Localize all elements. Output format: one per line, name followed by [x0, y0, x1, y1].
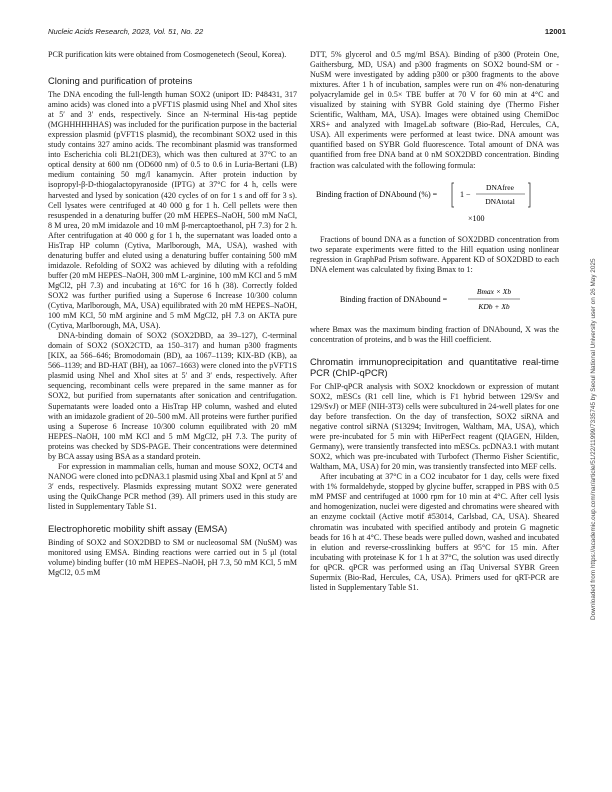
- equation-1-graphic: [310, 179, 559, 227]
- paragraph: PCR purification kits were obtained from Cosmogenetech (Seoul, Korea).: [48, 50, 287, 59]
- paragraph: The DNA encoding the full-length human SOX2 (uniport ID: P48431, 317 amino acids) was cloned into a pVFT1S plasmid using NheI and XhoI sites at 5′ and 3′ ends, respectively. Since an N-terminal His-tag peptide (MGHHHHHHAS) was included for the purification purpose in the bacterial expression plasmid (pVFT1S plasmid), the recombinant SOX2 used in this study contains 327 amino acids. The recombinant plasmid was transformed into Escherichia coli BL21(DE3), which was then cultured at 37°C to an optical density at 600 nm (OD600 nm) of 0.5 to 0.6 in Luria-Bertani (LB) medium containing 50 mg/l kanamycin. After protein induction by isopropyl-β-D-thiogalactopyranoside (IPTG) at 37°C for 4 h, cells were harvested and lysed by sonication (420 cycles of on for 1 s and off for 3 s). Cell lysates were centrifuged at 40 000 g for 1 h. Cell pellets were then resuspended in a denaturing buffer (20 mM HEPES–NaOH, 500 mM NaCl, 8 M urea, 20 mM imidazole and 10 mM β-mercaptoethanol, pH 7.3) for 2 h. After centrifugation at 40 000 g for 1 h, the supernatant was loaded onto a HisTrap HP column (Cytiva, Marlborough, MA, USA), washed with denaturing buffer and eluted using a denaturing buffer containing 500 mM imidazole. Refolding of SOX2 was achieved by diluting with a refolding buffer (20 mM HEPES–NaOH, 300 mM L-arginine, 100 mM KCl and 5 mM MgCl2, pH 7.3) and incubating at 16°C for 16 h (38). Correctly folded SOX2 was further purified using a Superose 6 Increase 10/300 column (Cytiva, Marlborough, MA, USA) equilibrated with 20 mM HEPES–NaOH, 100 mM KCl, 50 mM arginine and 5 mM MgCl2, pH 7.3 on AKTA pure (Cytiva, Marlborough, MA, USA).: [48, 90, 297, 331]
- paragraph: For expression in mammalian cells, human and mouse SOX2, OCT4 and NANOG were cloned into pcDNA3.1 plasmid using XbaI and KpnI at 5′ and 3′ ends, respectively. Plasmids expressing mutant SOX2 were generated using the QuikChange PCR method (39). All primers used in this study are listed in Supplementary Table S1.: [48, 461, 297, 511]
- paragraph: DTT, 5% glycerol and 0.5 mg/ml BSA). Binding of p300 (Protein One, Gaithersburg, MD, USA) and p300 fragments on SOX2 bound-SM or -NuSM were investigated by adding p300 or p300 fragments to the above mixtures. After 1 h of incubation, samples were run on 4% non-denaturing polyacrylamide gel in 0.5× TBE buffer at 70 V for 60 min at 4°C and visualized by staining with SYBR Gold staining dye (Thermo Fisher Scientific, Waltham, MA, USA). Images were obtained using ChemiDoc XRS+ and analyzed with ImageLab software (Bio-Rad, Hercules, CA, USA). All experiments were performed at least twice. DNA amount was quantified based on SYBR Gold fluorescence. Total amount of DNA was quantified from free DNA band at 0 nM SOX2DBD concentration. Binding fraction was calculated with the following formula:: [310, 50, 559, 170]
- paragraph: Binding of SOX2 and SOX2DBD to SM or nucleosomal SM (NuSM) was monitored using EMSA. Binding reactions were carried out in 5 μl (total volume) binding buffer (10 mM HEPES–NaOH, pH 7.3, 50 mM KCl, 5 mM MgCl2, 0.5 mM: [48, 538, 297, 578]
- page-header: [48, 27, 566, 39]
- eq1-times: ×100: [468, 213, 485, 223]
- section-heading-emsa: Electrophoretic mobility shift assay (EMSA): [48, 523, 228, 535]
- journal-citation: Nucleic Acids Research, 2023, Vol. 51, No. 22: [48, 27, 204, 36]
- paragraph: For ChIP-qPCR analysis with SOX2 knockdown or expression of mutant SOX2, mESCs (R1 cell line, which is F1 hybrid between 129/Sv and 129/SvJ) or MEF (NIH-3T3) cells were subcultured in 24-well plates for one day before transfection. On the day of transfection, SOX2 siRNA and negative control siRNA (S13294; Invitrogen, Waltham, MA, USA), which were pre-incubated for 5 min with HiPerFect reagent (QIAGEN, Hilden, Germany), were transiently transfected into mESCs. pcDNA3.1 with mutant SOX2, which was pre-incubated with Turbofect (Thermo Fisher Scientific, Waltham, MA, USA) for 20 min, was transiently transfected into MEF cells.: [310, 381, 559, 472]
- section-heading-chip: Chromatin immunoprecipitation and quantitative real-time PCR (ChIP-qPCR): [310, 355, 559, 378]
- eq2-lhs: Binding fraction of DNAbound =: [340, 294, 448, 304]
- eq1-lhs: Binding fraction of DNAbound (%) =: [316, 189, 438, 199]
- left-column: [48, 50, 297, 578]
- eq1-numerator: DNAfree: [486, 182, 514, 192]
- download-notice-text: Downloaded from https://academic.oup.com/nar/article/51/22/11999/7335745 by Seoul National University user on 26 May 2025: [590, 258, 597, 620]
- paragraph: DNA-binding domain of SOX2 (SOX2DBD, aa 39–127), C-terminal domain of SOX2 (SOX2CTD, aa 150–317) and human p300 fragments [KIX, aa 566–646; Bromodomain (BD), aa 1067–1139; KIX-BD (KB), aa 566–1139; and BD-HAT (BH), aa 1067–1663) were cloned into the pVFT1S plasmid using NheI and XhoI sites at 5′ and 3′ ends, respectively. After sequencing, recombinant cells were prepared in the same manner as for SOX2, but purified from supernatants after sonication and centrifugation. Supernatants were loaded onto a HisTrap HP column, washed and eluted with an imidazole gradient of 20–500 mM. All proteins were further purified using a Superose 6 Increase 10/300 column equilibrated with 20 mM HEPES–NaOH, 100 mM KCl and 5 mM MgCl2, pH 7.3. The purity of proteins was checked by SDS-PAGE. Their concentrations were determined by BCA assay using BSA as a standard protein.: [48, 331, 297, 461]
- paragraph: Fractions of bound DNA as a function of SOX2DBD concentration from two separate experiments were fitted to the Hill equation using nonlinear regression in GraphPad Prism software. Apparent KD of SOX2DBD to each DNA element was calculated by fixing Bmax to 1:: [310, 234, 559, 274]
- eq1-one: 1 −: [460, 189, 471, 199]
- eq2-denominator: KDb + Xb: [478, 301, 510, 311]
- download-margin-note: [590, 60, 600, 620]
- paragraph: After incubating at 37°C in a CO2 incubator for 1 day, cells were fixed with 1% formaldehyde, stopped by glycine buffer, scrapped in PBS with 0.5 mM PMSF and centrifuged at 1000 rpm for 10 min at 4°C. After cell lysis and homogenization, nuclei were digested and chromatins were sheared with an enzyme cocktail (Active motif #53014, Carlsbad, CA, USA). Sheared chromatin was incubated with specified antibody and protein G magnetic beads for 16 h at 4°C. These beads were pulled down, washed and incubated in elution and reverse-crosslinking buffers at 95°C for 15 min. After incubating with proteinase K for 1 h at 37°C, the solution was used directly for qPCR. qPCR was performed using an iTaq Universal SYBR Green Supermix (Bio-Rad, Hercules, CA, USA). Primers used for qRT-PCR are listed in Supplementary Table S1.: [310, 472, 559, 592]
- eq2-numerator: Bmax × Xb: [476, 286, 512, 296]
- equation-binding-fraction: [310, 179, 559, 227]
- section-heading-cloning: Cloning and purification of proteins: [48, 75, 193, 87]
- paragraph: where Bmax was the maximum binding fraction of DNAbound, X was the concentration of proteins, and b was the Hill coefficient.: [310, 324, 559, 344]
- right-column: [310, 50, 559, 593]
- equation-2-graphic: [310, 283, 559, 317]
- eq1-denominator: DNAtotal: [485, 196, 515, 206]
- equation-hill: [310, 283, 559, 317]
- page-number: 12001: [544, 27, 566, 36]
